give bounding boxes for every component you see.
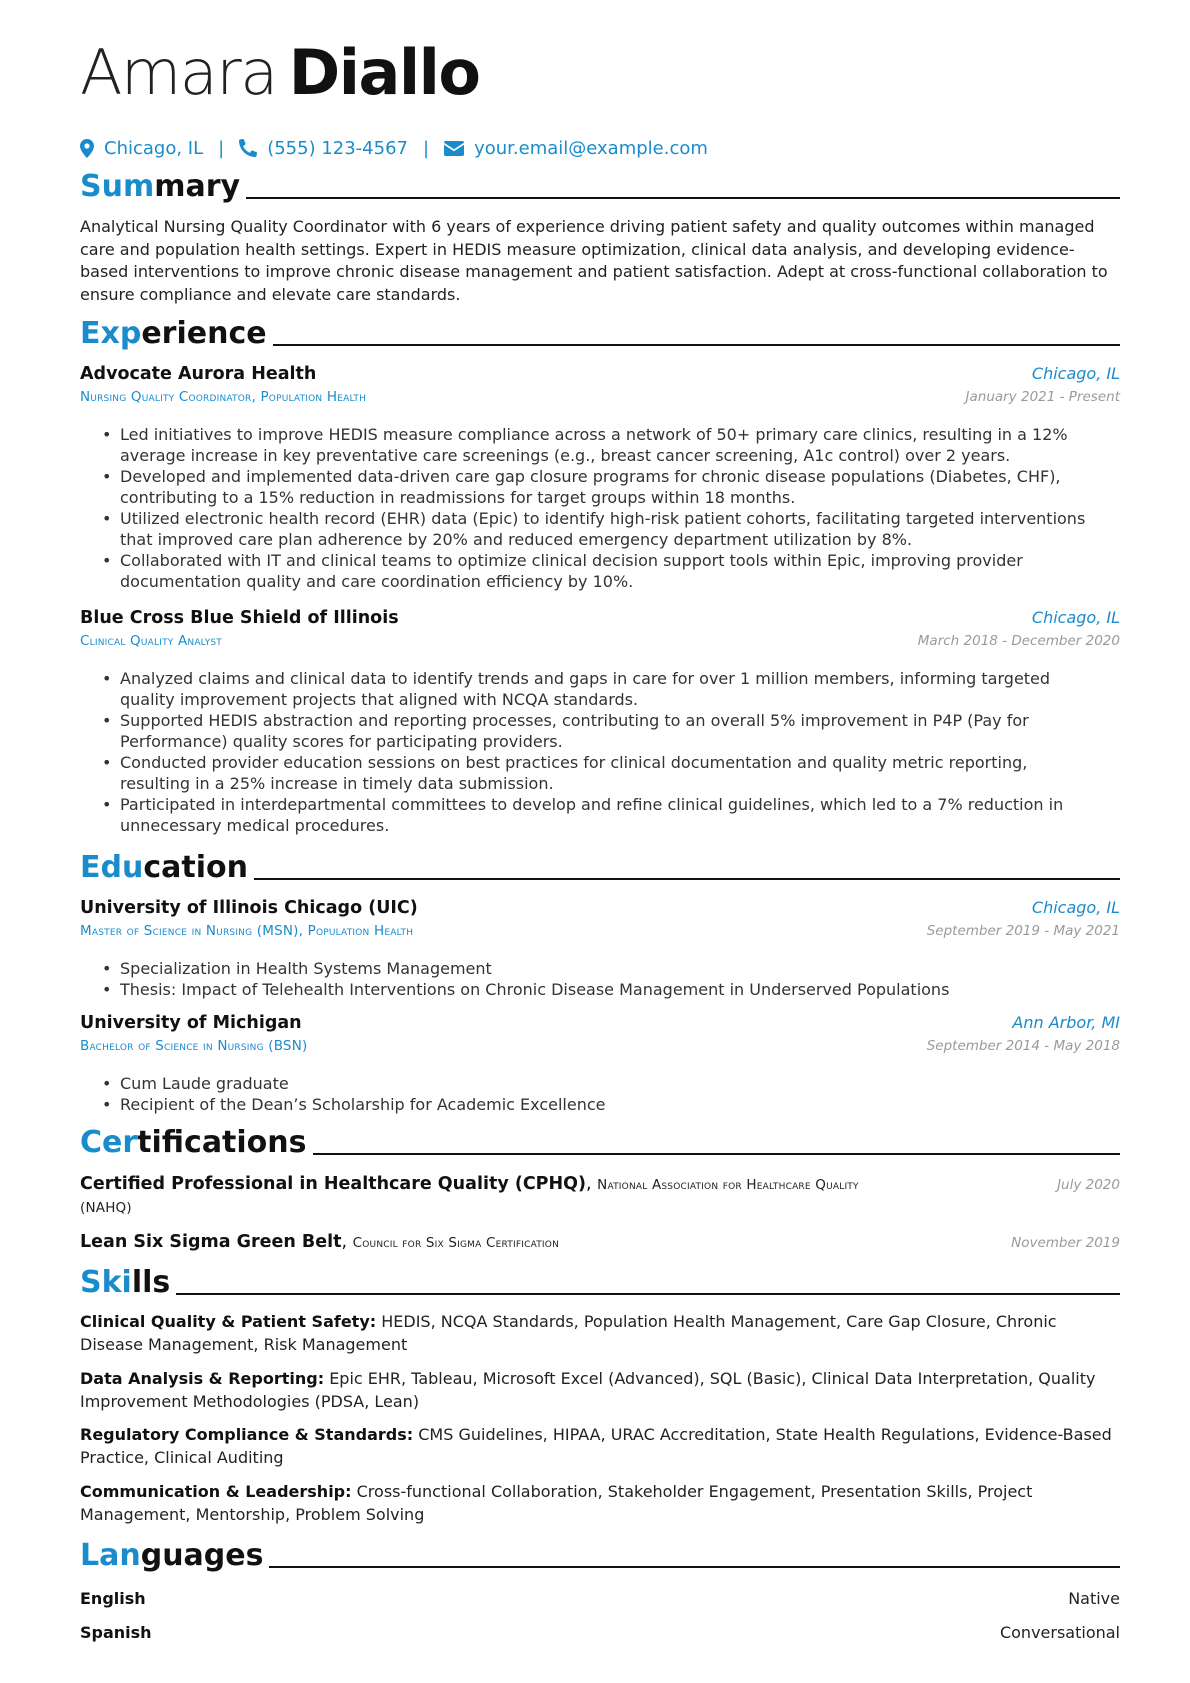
job-header: [80, 608, 1120, 628]
certification-name: Lean Six Sigma Green Belt: [80, 1232, 342, 1252]
school-dates: September 2014 - May 2018: [926, 1038, 1120, 1054]
school-subheader: [80, 923, 1120, 939]
list-item: • Led initiatives to improve HEDIS measure compliance across a network of 50+ primary care clinics, resulting in a 12% average increase in key preventative care screenings (e.g., breast cancer screening, A1c control) over 2 years.: [102, 424, 1102, 466]
first-name: Amara: [80, 36, 277, 109]
section-title: Summary: [80, 169, 241, 204]
location-text: Chicago, IL: [104, 137, 204, 159]
contact-separator: |: [423, 137, 430, 159]
skill-entry: [80, 1368, 1120, 1413]
email-link[interactable]: your.email@example.com: [474, 137, 708, 159]
skill-entry: [80, 1311, 1120, 1356]
section-title: Skills: [80, 1265, 171, 1300]
job-bullets: [102, 424, 1102, 592]
language-name: English: [80, 1589, 146, 1608]
job-header: [80, 364, 1120, 384]
list-item: • Cum Laude graduate: [102, 1073, 1102, 1094]
job-subheader: [80, 633, 1120, 649]
certification-entry: Lean Six Sigma Green Belt, Council for Six Sigma Certification November 2019: [80, 1232, 1120, 1252]
list-item: • Analyzed claims and clinical data to identify trends and gaps in care for over 1 million members, informing targeted quality improvement projects that aligned with NCQA standards.: [102, 668, 1102, 710]
section-title: Languages: [80, 1538, 264, 1573]
list-item: • Participated in interdepartmental committees to develop and refine clinical guidelines, which led to a 7% reduction in unnecessary medical procedures.: [102, 794, 1102, 836]
summary-heading: [80, 169, 1120, 204]
language-row: [80, 1623, 1120, 1642]
certification-name: Certified Professional in Healthcare Quality (CPHQ): [80, 1174, 587, 1194]
job-location: Chicago, IL: [1031, 608, 1120, 627]
job-dates: January 2021 - Present: [965, 389, 1120, 405]
phone-icon: [239, 139, 257, 157]
contact-email[interactable]: [444, 138, 708, 159]
school-location: Chicago, IL: [1031, 898, 1120, 917]
school-name: University of Illinois Chicago (UIC): [80, 898, 418, 918]
experience-heading: [80, 316, 1120, 351]
school-bullets: [102, 958, 1102, 1000]
section-title: Experience: [80, 316, 267, 351]
skill-category: Clinical Quality & Patient Safety:: [80, 1312, 377, 1331]
contact-phone[interactable]: [239, 138, 408, 159]
skill-entry: [80, 1424, 1120, 1469]
list-item: • Collaborated with IT and clinical teams to optimize clinical decision support tools within Epic, improving provider documentation quality and care coordination efficiency by 10%.: [102, 550, 1102, 592]
phone-text: (555) 123-4567: [267, 137, 408, 159]
contact-bar: [80, 134, 708, 162]
job-title: Nursing Quality Coordinator, Population Health: [80, 389, 367, 405]
school-name: University of Michigan: [80, 1013, 302, 1033]
job-bullets: [102, 668, 1102, 836]
school-location: Ann Arbor, MI: [1012, 1013, 1120, 1032]
school-dates: September 2019 - May 2021: [926, 923, 1120, 939]
list-item: • Specialization in Health Systems Management: [102, 958, 1102, 979]
certification-date: November 2019: [1011, 1235, 1120, 1251]
last-name: Diallo: [288, 36, 480, 109]
school-subheader: [80, 1038, 1120, 1054]
section-rule: [176, 1293, 1120, 1295]
language-name: Spanish: [80, 1623, 152, 1642]
certifications-heading: [80, 1125, 1120, 1160]
language-row: [80, 1589, 1120, 1608]
employer-name: Blue Cross Blue Shield of Illinois: [80, 608, 399, 628]
skill-list: CMS Guidelines, HIPAA, URAC Accreditation, State Health Regulations, Evidence-Based Practice, Clinical Auditing: [80, 1425, 1112, 1467]
skill-category: Data Analysis & Reporting:: [80, 1369, 325, 1388]
list-item: • Conducted provider education sessions on best practices for clinical documentation and quality metric reporting, resulting in a 25% increase in timely data submission.: [102, 752, 1102, 794]
section-rule: [313, 1153, 1120, 1155]
skill-category: Regulatory Compliance & Standards:: [80, 1425, 414, 1444]
certification-issuer: National Association for Healthcare Quality (NAHQ): [80, 1177, 859, 1216]
degree: Master of Science in Nursing (MSN), Population Health: [80, 923, 414, 939]
map-pin-icon: [80, 139, 94, 158]
job-dates: March 2018 - December 2020: [917, 633, 1120, 649]
job-title: Clinical Quality Analyst: [80, 633, 223, 649]
degree: Bachelor of Science in Nursing (BSN): [80, 1038, 308, 1054]
section-rule: [254, 878, 1120, 880]
list-item: • Supported HEDIS abstraction and reporting processes, contributing to an overall 5% improvement in P4P (Pay for Performance) quality scores for participating providers.: [102, 710, 1102, 752]
skill-list: Epic EHR, Tableau, Microsoft Excel (Advanced), SQL (Basic), Clinical Data Interpretation, Quality Improvement Methodologies (PDSA, Lean): [80, 1369, 1096, 1411]
language-level: Conversational: [999, 1623, 1120, 1642]
section-rule: [246, 197, 1120, 199]
contact-separator: |: [218, 137, 225, 159]
envelope-icon: [444, 141, 464, 156]
skill-entry: [80, 1481, 1120, 1526]
certification-entry: Certified Professional in Healthcare Quality (CPHQ), National Association for Healthcare Quality (NAHQ) July 2020: [80, 1174, 1120, 1216]
education-heading: [80, 850, 1120, 885]
language-level: Native: [1068, 1589, 1120, 1608]
list-item: • Thesis: Impact of Telehealth Interventions on Chronic Disease Management in Underserved Populations: [102, 979, 1102, 1000]
skill-list: HEDIS, NCQA Standards, Population Health Management, Care Gap Closure, Chronic Disease Management, Risk Management: [80, 1312, 1057, 1354]
certification-date: July 2020: [1057, 1177, 1120, 1193]
section-title: Education: [80, 850, 248, 885]
job-subheader: [80, 389, 1120, 405]
skill-category: Communication & Leadership:: [80, 1482, 352, 1501]
section-rule: [273, 344, 1120, 346]
summary-text: Analytical Nursing Quality Coordinator with 6 years of experience driving patient safety and quality outcomes within managed care and population health settings. Expert in HEDIS measure optimization, clinical data analysis, and developing evidence-based interventions to improve chronic disease management and patient satisfaction. Adept at cross-functional collaboration to ensure compliance and elevate care standards.: [80, 217, 1108, 304]
list-item: • Recipient of the Dean’s Scholarship for Academic Excellence: [102, 1094, 1102, 1115]
employer-name: Advocate Aurora Health: [80, 364, 317, 384]
section-rule: [269, 1566, 1120, 1568]
school-header: [80, 898, 1120, 918]
skill-list: Cross-functional Collaboration, Stakeholder Engagement, Presentation Skills, Project Management, Mentorship, Problem Solving: [80, 1482, 1033, 1524]
languages-heading: [80, 1538, 1120, 1573]
school-header: [80, 1013, 1120, 1033]
list-item: • Developed and implemented data-driven care gap closure programs for chronic disease populations (Diabetes, CHF), contributing to a 15% reduction in readmissions for target groups within 18 months.: [102, 466, 1102, 508]
contact-location: [80, 138, 203, 159]
certification-issuer: Council for Six Sigma Certification: [352, 1235, 560, 1251]
skills-heading: [80, 1265, 1120, 1300]
candidate-name: [80, 36, 480, 109]
job-location: Chicago, IL: [1031, 364, 1120, 383]
list-item: • Utilized electronic health record (EHR) data (Epic) to identify high-risk patient cohorts, facilitating targeted interventions that improved care plan adherence by 20% and reduced emergency department utilization by 8%.: [102, 508, 1102, 550]
school-bullets: [102, 1073, 1102, 1115]
section-title: Certifications: [80, 1125, 307, 1160]
